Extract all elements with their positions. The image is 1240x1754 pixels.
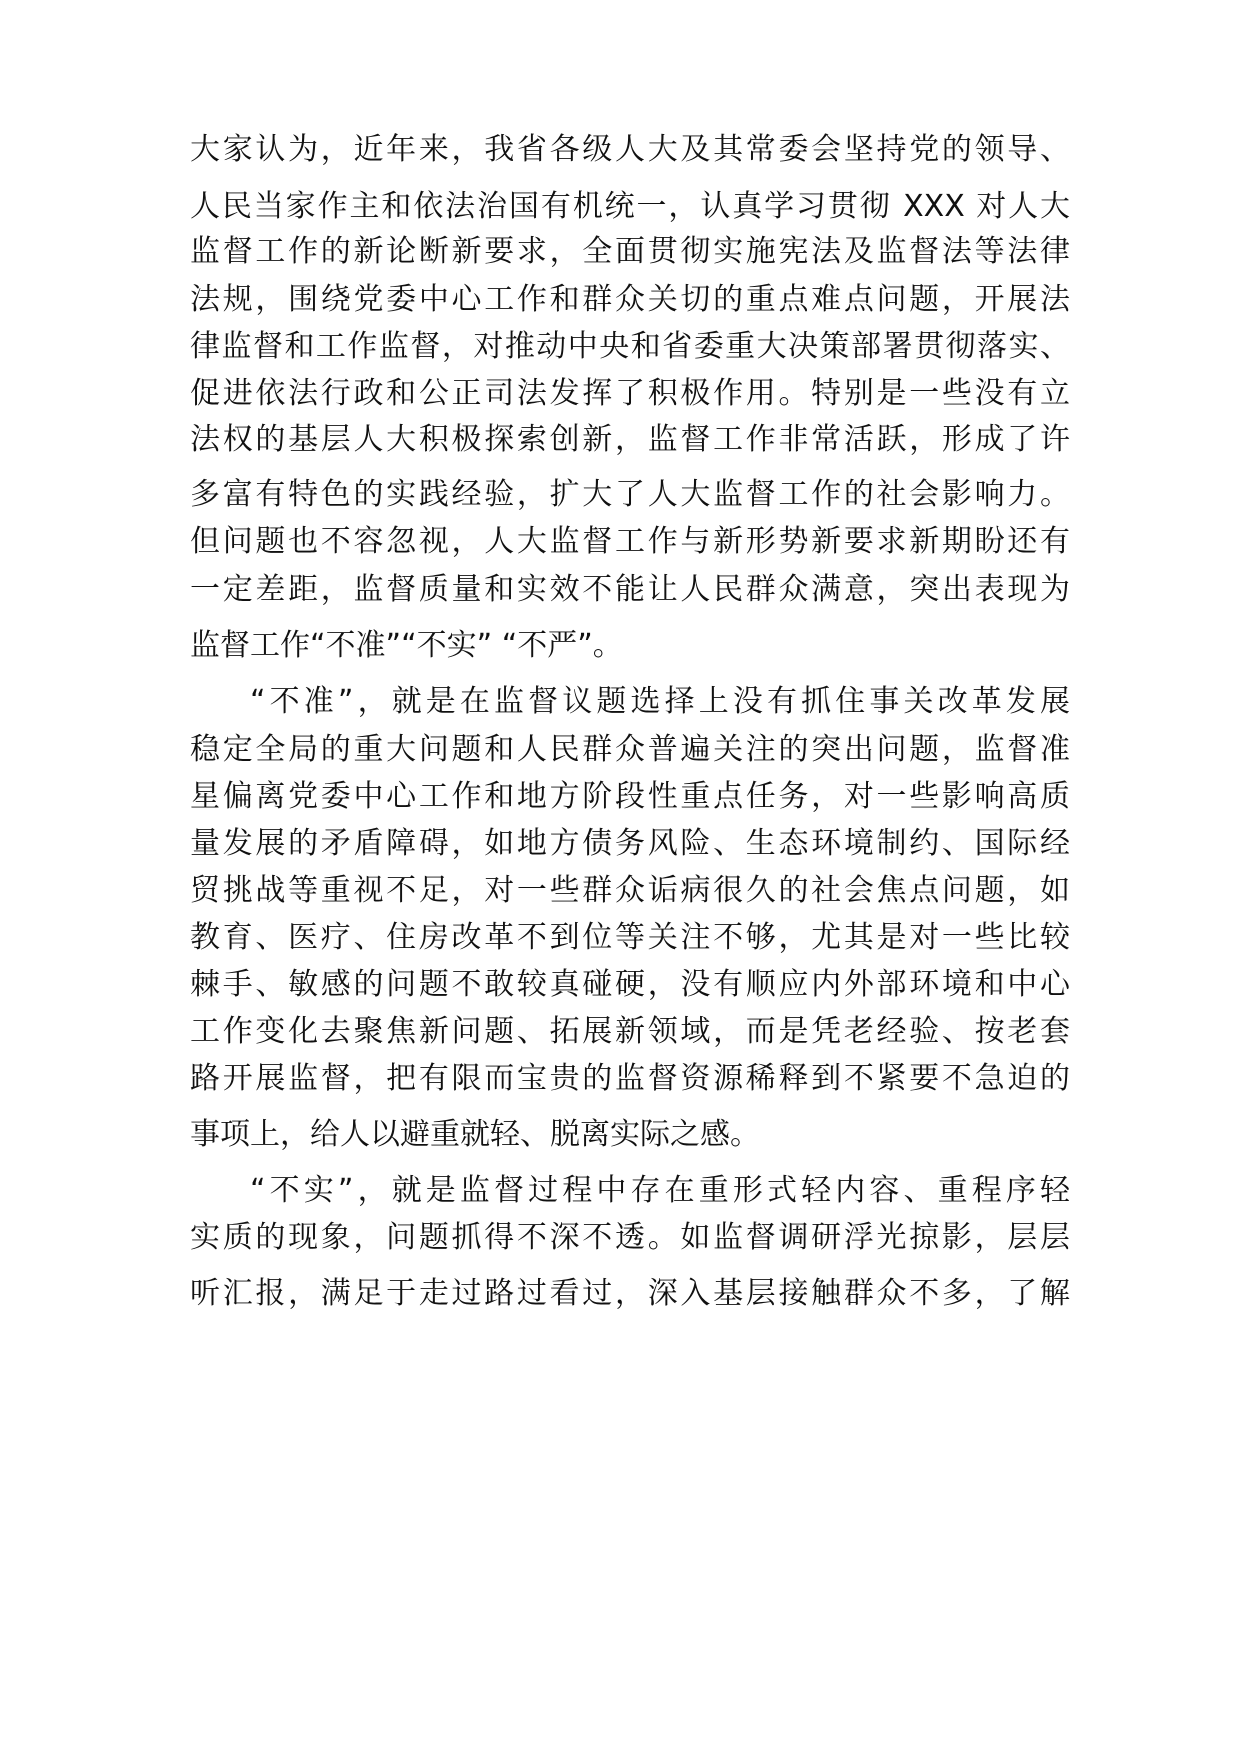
text-line: 人民当家作主和依法治国有机统一，认真学习贯彻 XXX 对人大 — [190, 189, 1070, 224]
text-line: 路开展监督，把有限而宝贵的监督资源稀释到不紧要不急迫的 — [190, 1061, 1070, 1096]
text-line: 但问题也不容忽视，人大监督工作与新形势新要求新期盼还有 — [190, 524, 1070, 559]
text-line: 律监督和工作监督，对推动中央和省委重大决策部署贯彻落实、 — [190, 329, 1070, 364]
text-line: 多富有特色的实践经验，扩大了人大监督工作的社会影响力。 — [190, 477, 1070, 512]
text-line: 法规，围绕党委中心工作和群众关切的重点难点问题，开展法 — [190, 282, 1070, 317]
text-line: 稳定全局的重大问题和人民群众普遍关注的突出问题，监督准 — [190, 732, 1070, 767]
text-line: 促进依法行政和公正司法发挥了积极作用。特别是一些没有立 — [190, 376, 1070, 411]
text-line: 法权的基层人大积极探索创新，监督工作非常活跃，形成了许 — [190, 422, 1070, 457]
text-line: 监督工作“不准”“不实” “不严”。 — [190, 628, 623, 663]
paragraph-first-line: “不实”，就是监督过程中存在重形式轻内容、重程序轻 — [250, 1173, 1070, 1208]
text-line: 事项上，给人以避重就轻、脱离实际之感。 — [190, 1117, 760, 1152]
text-line: 棘手、敏感的问题不敢较真碰硬，没有顺应内外部环境和中心 — [190, 967, 1070, 1002]
text-line: 教育、医疗、住房改革不到位等关注不够，尤其是对一些比较 — [190, 920, 1070, 955]
text-line: 监督工作的新论断新要求，全面贯彻实施宪法及监督法等法律 — [190, 234, 1070, 269]
text-line: 一定差距，监督质量和实效不能让人民群众满意，突出表现为 — [190, 572, 1070, 607]
text-line: 实质的现象，问题抓得不深不透。如监督调研浮光掠影，层层 — [190, 1220, 1070, 1255]
text-line: 听汇报，满足于走过路过看过，深入基层接触群众不多，了解 — [190, 1276, 1070, 1311]
text-line: 工作变化去聚焦新问题、拓展新领域，而是凭老经验、按老套 — [190, 1014, 1070, 1049]
text-line: 贸挑战等重视不足，对一些群众诟病很久的社会焦点问题，如 — [190, 873, 1070, 908]
text-line: 大家认为，近年来，我省各级人大及其常委会坚持党的领导、 — [190, 132, 1070, 167]
paragraph-first-line: “不准”，就是在监督议题选择上没有抓住事关改革发展 — [250, 684, 1070, 719]
text-line: 星偏离党委中心工作和地方阶段性重点任务，对一些影响高质 — [190, 779, 1070, 814]
text-line: 量发展的矛盾障碍，如地方债务风险、生态环境制约、国际经 — [190, 826, 1070, 861]
